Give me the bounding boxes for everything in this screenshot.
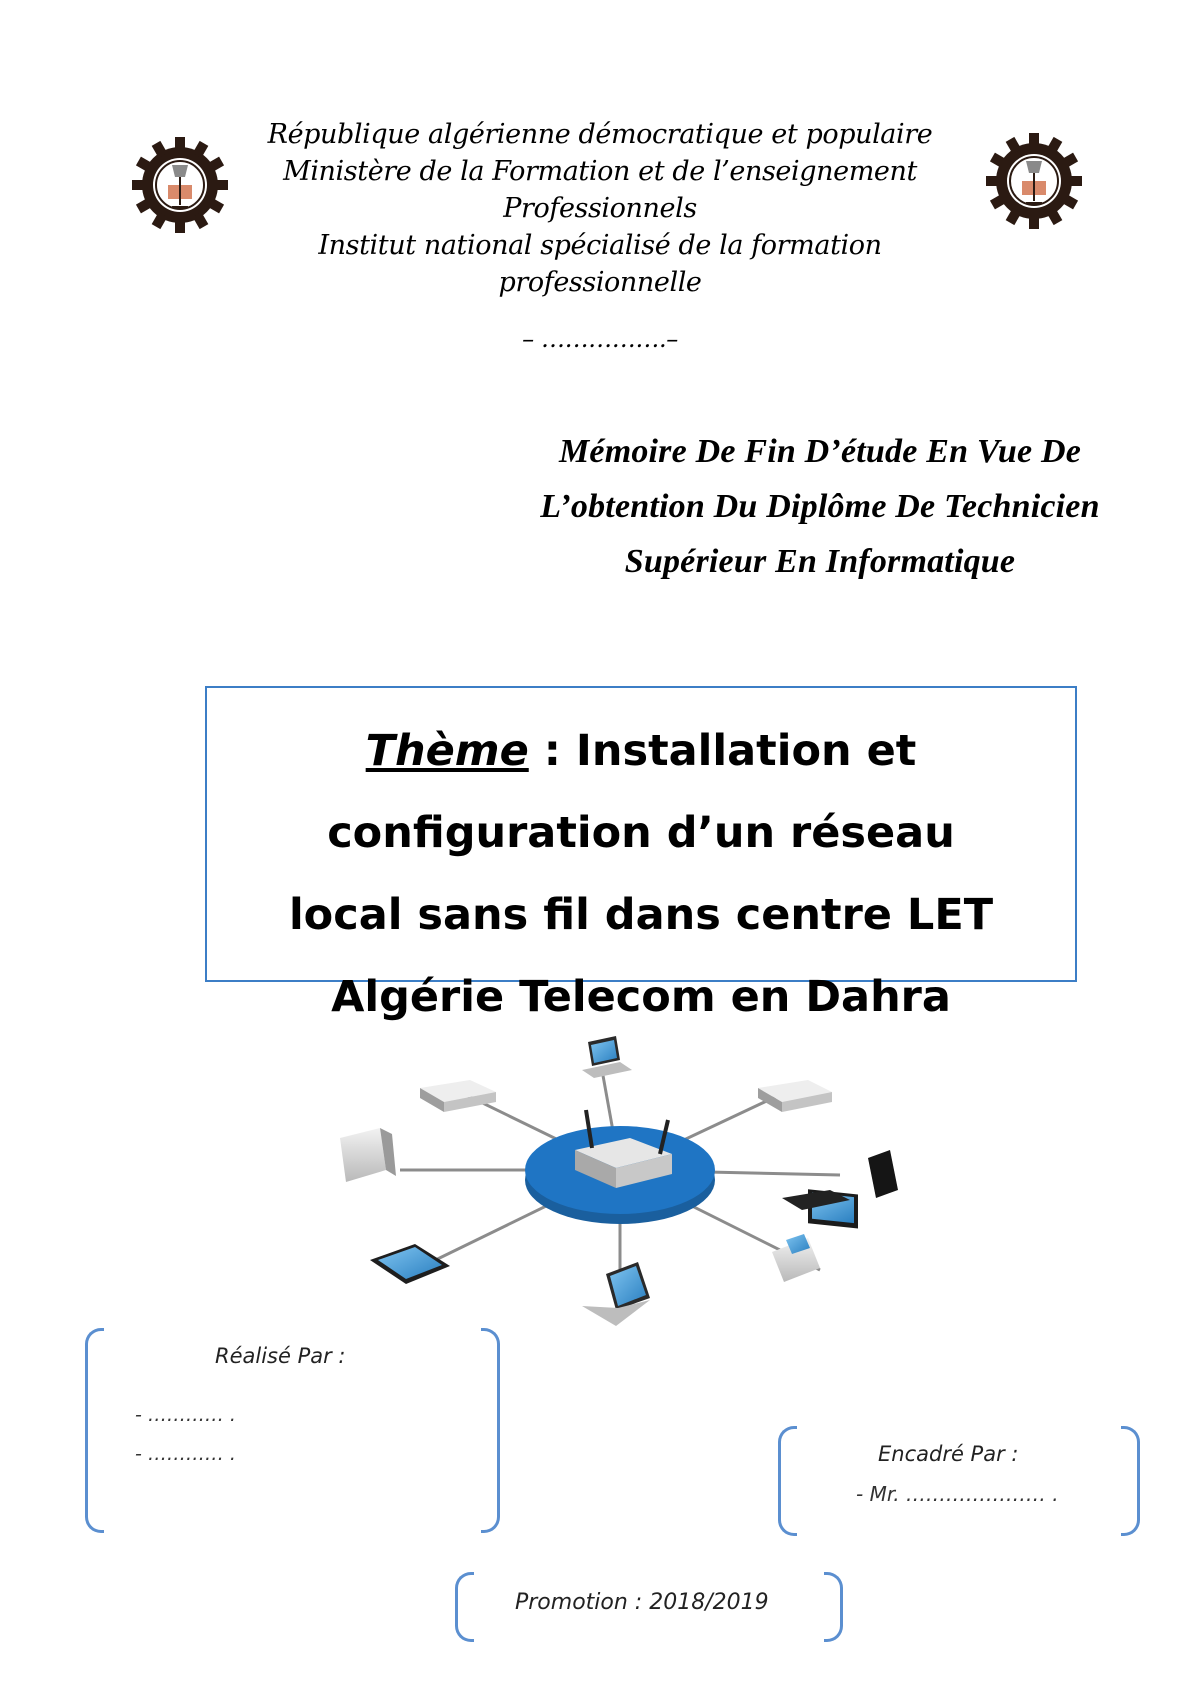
- theme-line-1-rest: Installation et: [575, 726, 917, 776]
- realise-par-box: [85, 1328, 500, 1533]
- promotion-box: [455, 1572, 843, 1642]
- header-line-professionnels: Professionnels: [503, 193, 697, 224]
- header-line-institute: Institut national spécialisé de la formation: [318, 230, 882, 261]
- bracket-left: [455, 1572, 474, 1642]
- theme-box: [205, 686, 1077, 1022]
- theme-line-1: [207, 710, 1075, 792]
- bracket-right: [481, 1328, 500, 1533]
- encadre-title: Encadré Par :: [878, 1442, 1019, 1466]
- memoire-line-3: Supérieur En Informatique: [624, 543, 1016, 580]
- realise-item-2: - ………… .: [135, 1443, 236, 1465]
- header-line-ministry: Ministère de la Formation et de l’enseignement: [283, 156, 917, 187]
- gear-emblem-icon: [130, 135, 230, 235]
- bracket-left: [778, 1426, 797, 1536]
- bracket-right: [824, 1572, 843, 1642]
- theme-line-2: configuration d’un réseau: [327, 808, 955, 858]
- memoire-line-2: L’obtention Du Diplôme De Technicien: [540, 488, 1100, 525]
- theme-separator: :: [528, 726, 576, 776]
- realise-item-1: - ………… .: [135, 1404, 236, 1426]
- right-logo: [984, 131, 1084, 231]
- institution-header: [250, 116, 950, 358]
- memoire-line-1: Mémoire De Fin D’étude En Vue De: [558, 433, 1082, 470]
- theme-line-3: local sans fil dans centre LET: [288, 890, 994, 940]
- theme-label: Thème: [365, 726, 529, 776]
- memoire-title: [470, 424, 1170, 589]
- realise-title: Réalisé Par :: [215, 1344, 346, 1368]
- encadre-item: - Mr. ………………… .: [856, 1482, 1059, 1506]
- wireless-network-diagram-icon: [320, 1030, 940, 1360]
- gear-emblem-icon: [984, 131, 1084, 231]
- header-line-professionnelle: professionnelle: [498, 267, 702, 298]
- bracket-left: [85, 1328, 104, 1533]
- header-line-republic: République algérienne démocratique et populaire: [267, 119, 933, 150]
- promotion-text: Promotion : 2018/2019: [515, 1590, 769, 1615]
- encadre-par-box: [778, 1426, 1140, 1536]
- theme-text: [207, 710, 1075, 1038]
- theme-line-4: Algérie Telecom en Dahra: [331, 972, 951, 1022]
- wireless-network-illustration: [320, 1030, 940, 1360]
- bracket-right: [1121, 1426, 1140, 1536]
- left-logo: [130, 135, 230, 235]
- header-dots: – …………….–: [522, 325, 678, 353]
